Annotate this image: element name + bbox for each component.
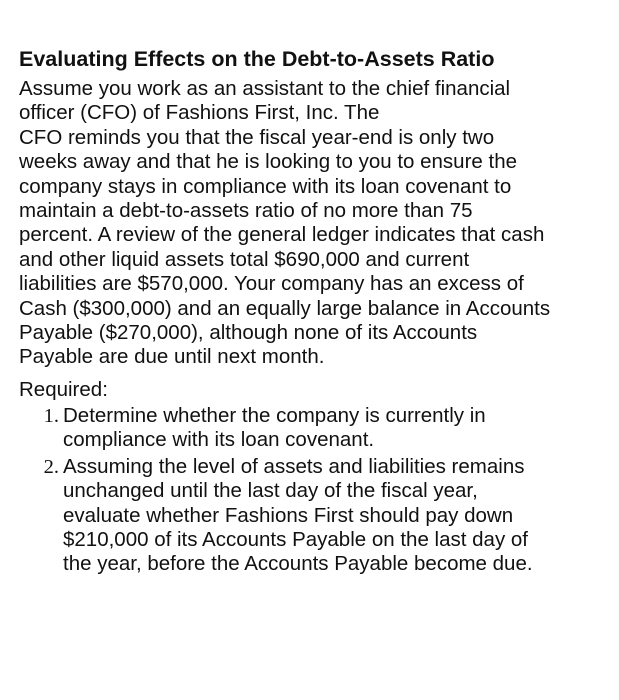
requirement-line: Determine whether the company is currently in bbox=[63, 403, 486, 427]
paragraph-line: CFO reminds you that the fiscal year-end is only two bbox=[19, 125, 495, 149]
paragraph-line: maintain a debt-to-assets ratio of no more than 75 bbox=[19, 199, 473, 223]
paragraph-line: Cash ($300,000) and an equally large balance in Accounts bbox=[19, 296, 551, 320]
requirement-line: evaluate whether Fashions First should pay down bbox=[63, 503, 514, 527]
requirement-number: 1. bbox=[43, 404, 59, 427]
body-paragraph bbox=[19, 77, 617, 370]
requirement-item bbox=[19, 404, 617, 453]
paragraph-line: Assume you work as an assistant to the chief financial bbox=[19, 77, 511, 100]
paragraph-line: liabilities are $570,000. Your company has an excess of bbox=[19, 272, 524, 296]
paragraph-line: company stays in compliance with its loan covenant to bbox=[19, 174, 512, 198]
requirement-text bbox=[63, 455, 533, 577]
requirement-item bbox=[19, 455, 617, 577]
paragraph-line: weeks away and that he is looking to you to ensure the bbox=[19, 150, 518, 174]
requirement-line: Assuming the level of assets and liabilities remains bbox=[63, 454, 525, 478]
paragraph-line: and other liquid assets total $690,000 and current bbox=[19, 247, 470, 271]
required-label: Required: bbox=[19, 377, 108, 401]
paragraph-line: percent. A review of the general ledger indicates that cash bbox=[19, 223, 545, 247]
document bbox=[19, 46, 617, 577]
paragraph-line: Payable are due until next month. bbox=[19, 345, 325, 369]
requirement-line: unchanged until the last day of the fiscal year, bbox=[63, 479, 478, 503]
requirement-number: 2. bbox=[43, 455, 59, 478]
requirements-list bbox=[19, 404, 617, 577]
document-title: Evaluating Effects on the Debt-to-Assets Ratio bbox=[19, 47, 495, 71]
paragraph-line: Payable ($270,000), although none of its Accounts bbox=[19, 321, 478, 345]
requirement-line: the year, before the Accounts Payable become due. bbox=[63, 552, 533, 576]
paragraph-line: officer (CFO) of Fashions First, Inc. The bbox=[19, 101, 380, 125]
requirement-line: compliance with its loan covenant. bbox=[63, 428, 375, 452]
requirement-line: $210,000 of its Accounts Payable on the last day of bbox=[63, 527, 528, 551]
requirement-text bbox=[63, 404, 486, 453]
